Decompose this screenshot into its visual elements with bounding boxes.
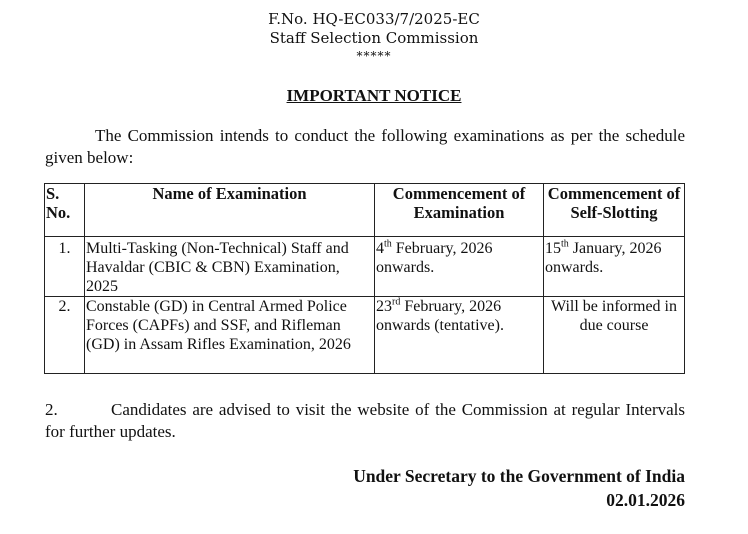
- date-rest: January, 2026 onwards.: [545, 240, 662, 276]
- cell-sno: 1.: [45, 237, 85, 297]
- notice-date: 02.01.2026: [606, 490, 685, 510]
- header-slot-commencement: Commencement of Self-Slotting: [544, 184, 685, 237]
- day: 4: [376, 240, 384, 257]
- ordinal: th: [384, 238, 392, 250]
- day: 23: [376, 298, 392, 315]
- notice-title: IMPORTANT NOTICE: [286, 86, 462, 105]
- table-row: [45, 237, 685, 297]
- header-exam-name: Name of Examination: [85, 184, 375, 237]
- ordinal: rd: [392, 296, 401, 308]
- separator-stars: *****: [356, 49, 392, 63]
- day: 15: [545, 240, 561, 257]
- cell-slot-date: [544, 237, 685, 297]
- cell-exam-date: [375, 237, 544, 297]
- date-rest: February, 2026 onwards (tentative).: [376, 298, 504, 334]
- cell-slot-date: Will be informed in due course: [544, 297, 685, 374]
- advisory-text: Candidates are advised to visit the website of the Commission at regular Intervals for further updates.: [45, 400, 685, 441]
- ordinal: th: [561, 238, 569, 250]
- table-row: [45, 297, 685, 374]
- header-exam-commencement: Commencement of Examination: [375, 184, 544, 237]
- organization-name: Staff Selection Commission: [269, 29, 479, 47]
- schedule-table: [44, 183, 685, 374]
- cell-exam-date: [375, 297, 544, 374]
- header-sno: S. No.: [45, 184, 85, 237]
- cell-sno: 2.: [45, 297, 85, 374]
- signatory-designation: Under Secretary to the Government of India: [353, 466, 685, 486]
- intro-paragraph: The Commission intends to conduct the following examinations as per the schedule given below:: [45, 126, 685, 167]
- paragraph-number: 2.: [45, 400, 58, 419]
- cell-exam-name: Constable (GD) in Central Armed Police Forces (CAPFs) and SSF, and Rifleman (GD) in Assam Rifles Examination, 2026: [85, 297, 375, 374]
- table-header-row: [45, 184, 685, 237]
- cell-exam-name: Multi-Tasking (Non-Technical) Staff and Havaldar (CBIC & CBN) Examination, 2025: [85, 237, 375, 297]
- file-number: F.No. HQ-EC033/7/2025-EC: [268, 10, 480, 28]
- date-rest: February, 2026 onwards.: [376, 240, 493, 276]
- advisory-paragraph: [45, 399, 685, 443]
